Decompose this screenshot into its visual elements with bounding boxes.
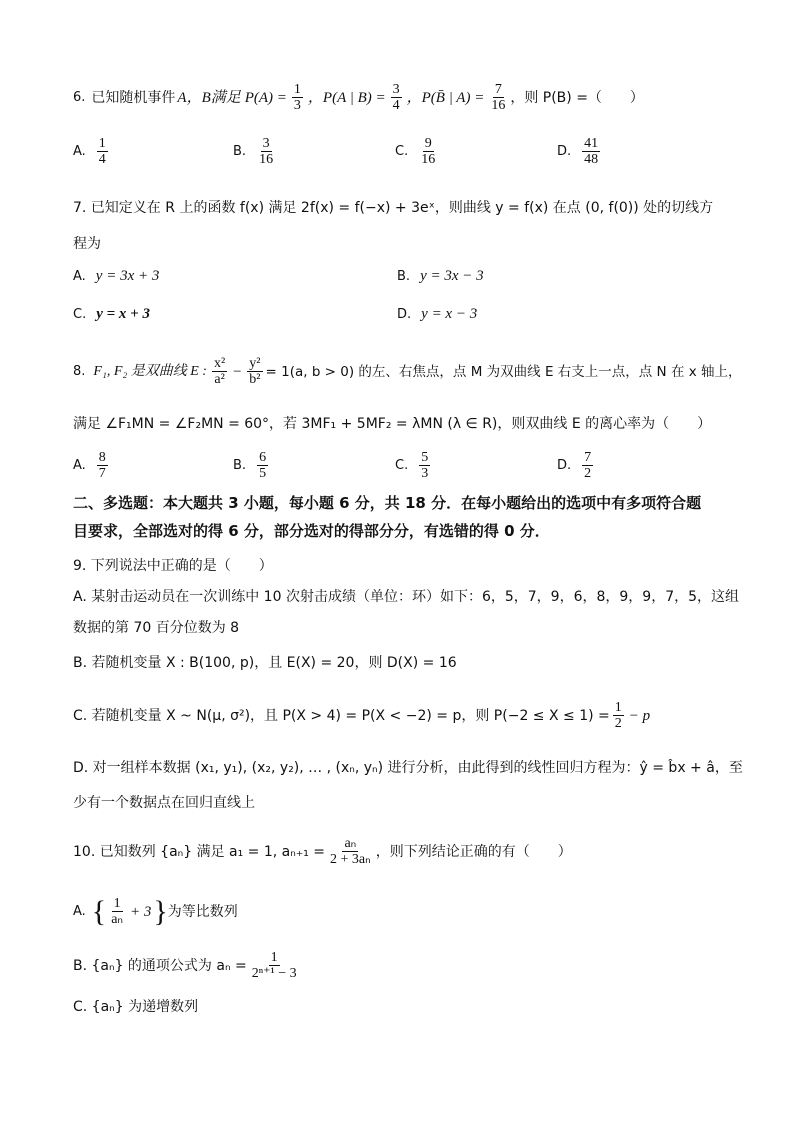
- stem-text: = 1(a, b > 0) 的左、右焦点，点 M 为双曲线 E 右支上一点，点 N 在 x 轴上，: [265, 363, 742, 380]
- question-9-stem: 9. 下列说法中正确的是（ ）: [73, 558, 273, 574]
- option-d[interactable]: D. $\frac{41}{48}$: [557, 136, 599, 167]
- question-7-options-row1: [73, 268, 713, 285]
- question-6-stem: [73, 82, 734, 113]
- stem-text: 已知定义在 R 上的函数 f(x) 满足 2f(x) = f(−x) + 3eˣ，则曲线 y = f(x) 在点 (0, f(0)) 处的切线方: [90, 200, 714, 216]
- stem-text: 已知随机事件: [91, 89, 176, 106]
- question-10-stem: 10. 已知数列 {aₙ} 满足 a₁ = 1, aₙ₊₁ = $\frac{\text{aₙ}}{\text{2 + 3aₙ}}$ ，则下列结论正确的有（ ）: [73, 836, 572, 867]
- fraction: $\frac{1}{3}$: [293, 82, 301, 113]
- fraction: $\frac{5}{3}$: [421, 450, 429, 481]
- fraction: $\frac{3}{4}$: [392, 82, 400, 113]
- option-c[interactable]: C. $\frac{9}{16}$: [395, 136, 436, 167]
- fraction: $\frac{1}{2}$: [614, 700, 622, 731]
- option-c[interactable]: C. {aₙ} 为递增数列: [73, 999, 199, 1015]
- question-7-stem: [73, 198, 739, 218]
- question-8-options: [73, 450, 713, 481]
- left-brace-icon: {: [91, 894, 107, 928]
- option-d[interactable]: D. $\frac{7}{2}$: [557, 450, 592, 481]
- question-number: 7.: [73, 200, 87, 216]
- option-a[interactable]: A. { $\frac{1}{\text{aₙ}}$ + 3 } 为等比数列: [73, 894, 238, 928]
- question-7-stem-cont: 程为: [73, 236, 101, 252]
- option-b[interactable]: B. $\frac{6}{5}$: [233, 450, 267, 481]
- section-heading-line: 目要求，全部选对的得 6 分，部分选对的得部分分，有选错的得 0 分．: [73, 522, 550, 540]
- right-brace-icon: }: [153, 894, 168, 928]
- question-number: 8.: [73, 363, 86, 379]
- option-b[interactable]: B. 若随机变量 X : B(100, p)，且 E(X) = 20，则 D(X) = 16: [73, 655, 457, 671]
- option-a[interactable]: A. 某射击运动员在一次训练中 10 次射击成绩（单位：环）如下：6，5，7，9，6，8，9，9，7，5，这组: [73, 589, 740, 605]
- fraction: $\frac{1}{4}$: [98, 136, 106, 167]
- fraction: $\frac{9}{16}$: [421, 136, 436, 167]
- option-d[interactable]: D. y = x − 3: [397, 306, 478, 322]
- stem-math: ，P(B̄ | A) =: [406, 89, 485, 106]
- fraction: $\frac{\text{aₙ}}{\text{2 + 3aₙ}}$: [330, 836, 371, 867]
- fraction: $\frac{6}{5}$: [259, 450, 267, 481]
- stem-text: ，则 P(B) =（ ）: [510, 89, 644, 106]
- fraction: $\frac{\text{y²}}{\text{b²}}$: [249, 356, 261, 387]
- option-b[interactable]: B. {aₙ} 的通项公式为 aₙ = $\frac{1}{\text{2ⁿ⁺¹ − 3}}$: [73, 950, 297, 981]
- stem-math: A，B满足: [177, 89, 241, 106]
- option-c[interactable]: C. y = x + 3: [73, 306, 150, 322]
- fraction: $\frac{8}{7}$: [98, 450, 106, 481]
- fraction: $\frac{1}{\text{2ⁿ⁺¹ − 3}}$: [251, 950, 297, 981]
- stem-math: F₁, F₂ 是双曲线 E :: [93, 363, 207, 379]
- fraction: $\frac{1}{\text{aₙ}}$: [111, 896, 123, 927]
- question-8-stem: 8. F₁, F₂ 是双曲线 E : $\frac{\text{x²}}{\text{a²}}$ − $\frac{\text{y²}}{\text{b²}}$ = 1(a, b > 0) 的左、右焦点，点 M 为双曲线 E 右支上一点，点 N 在 x 轴上，: [73, 356, 742, 387]
- option-a[interactable]: A. y = 3x + 3: [73, 268, 160, 284]
- fraction: $\frac{7}{2}$: [584, 450, 592, 481]
- fraction: $\frac{\text{x²}}{\text{a²}}$: [213, 356, 226, 387]
- option-a[interactable]: A. $\frac{1}{4}$: [73, 136, 106, 167]
- option-d[interactable]: D. 对一组样本数据 (x₁, y₁), (x₂, y₂), … , (xₙ, yₙ) 进行分析，由此得到的线性回归方程为：ŷ = b̂x + â，至: [73, 760, 743, 776]
- section-heading-line: 二、多选题：本大题共 3 小题，每小题 6 分，共 18 分．在每小题给出的选项中有多项符合题: [73, 494, 702, 512]
- question-8-stem-cont: 满足 ∠F₁MN = ∠F₂MN = 60°，若 3MF₁ + 5MF₂ = λMN (λ ∈ R)，则双曲线 E 的离心率为（ ）: [73, 416, 712, 432]
- option-b[interactable]: B. y = 3x − 3: [397, 268, 484, 284]
- option-b[interactable]: B. $\frac{3}{16}$: [233, 136, 274, 167]
- option-a-cont: 数据的第 70 百分位数为 8: [73, 620, 240, 636]
- question-7-options-row2: [73, 306, 713, 323]
- fraction: $\frac{41}{48}$: [584, 136, 599, 167]
- stem-math: P(A) =: [244, 89, 287, 106]
- stem-math: ，P(A | B) =: [307, 89, 386, 106]
- option-d-cont: 少有一个数据点在回归直线上: [73, 795, 255, 811]
- section-heading: [73, 489, 739, 545]
- option-a[interactable]: A. $\frac{8}{7}$: [73, 450, 106, 481]
- fraction: $\frac{3}{16}$: [259, 136, 274, 167]
- question-6-options: [73, 136, 713, 167]
- fraction: $\frac{7}{16}$: [491, 82, 506, 113]
- question-number: 6.: [73, 89, 86, 105]
- option-c[interactable]: C. $\frac{5}{3}$: [395, 450, 429, 481]
- option-c[interactable]: C. 若随机变量 X ~ N(μ, σ²)，且 P(X > 4) = P(X < −2) = p，则 P(−2 ≤ X ≤ 1) = $\frac{1}{2}$ − p: [73, 700, 651, 731]
